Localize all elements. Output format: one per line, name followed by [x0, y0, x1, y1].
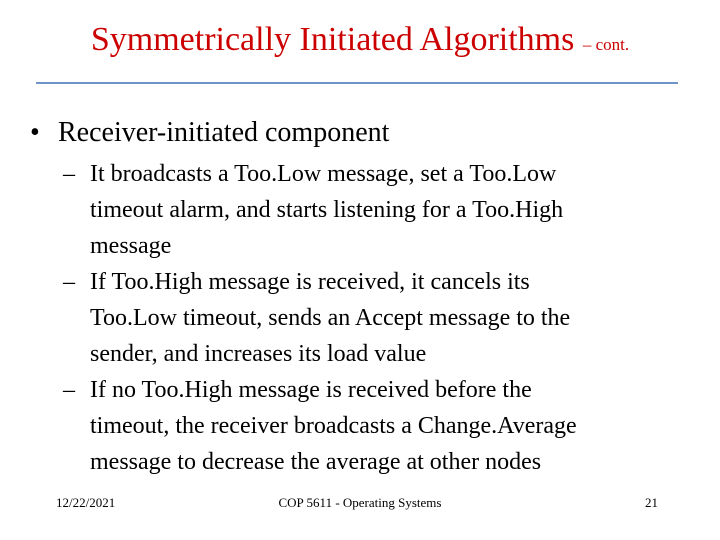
- sub-bullet-dash: –: [63, 377, 75, 403]
- bullet-mark: •: [30, 117, 40, 148]
- slide-title-text: Symmetrically Initiated Algorithms: [90, 21, 575, 58]
- sub-bullet-dash: –: [63, 269, 75, 295]
- sub-bullet-line: message: [90, 233, 172, 259]
- sub-bullet-line: sender, and increases its load value: [90, 341, 427, 367]
- slide-body: [30, 114, 690, 480]
- footer-date: 12/22/2021: [56, 495, 116, 510]
- sub-bullet-item: [30, 156, 690, 264]
- sub-bullet-line: timeout alarm, and starts listening for a Too.High: [90, 197, 564, 223]
- sub-bullet-item: [30, 264, 690, 372]
- sub-bullet-line: timeout, the receiver broadcasts a Change.Average: [90, 413, 577, 439]
- sub-bullet-line: If no Too.High message is received before the: [90, 377, 532, 403]
- footer-course: COP 5611 - Operating Systems: [278, 495, 442, 510]
- footer-page-number: 21: [645, 495, 658, 510]
- sub-bullet-list: [30, 156, 690, 480]
- sub-bullet-line: It broadcasts a Too.Low message, set a Too.Low: [90, 161, 557, 187]
- bullet-text: Receiver-initiated component: [58, 117, 390, 148]
- sub-bullet-line: Too.Low timeout, sends an Accept message to the: [90, 305, 571, 331]
- sub-bullet-line: message to decrease the average at other nodes: [90, 449, 542, 475]
- sub-bullet-item: [30, 372, 690, 480]
- slide-title-suffix: – cont.: [582, 35, 630, 54]
- sub-bullet-line: If Too.High message is received, it cancels its: [90, 269, 530, 295]
- slide-title: [0, 18, 720, 67]
- sub-bullet-dash: –: [63, 161, 75, 187]
- title-divider: [36, 82, 678, 84]
- bullet-item: [30, 114, 690, 152]
